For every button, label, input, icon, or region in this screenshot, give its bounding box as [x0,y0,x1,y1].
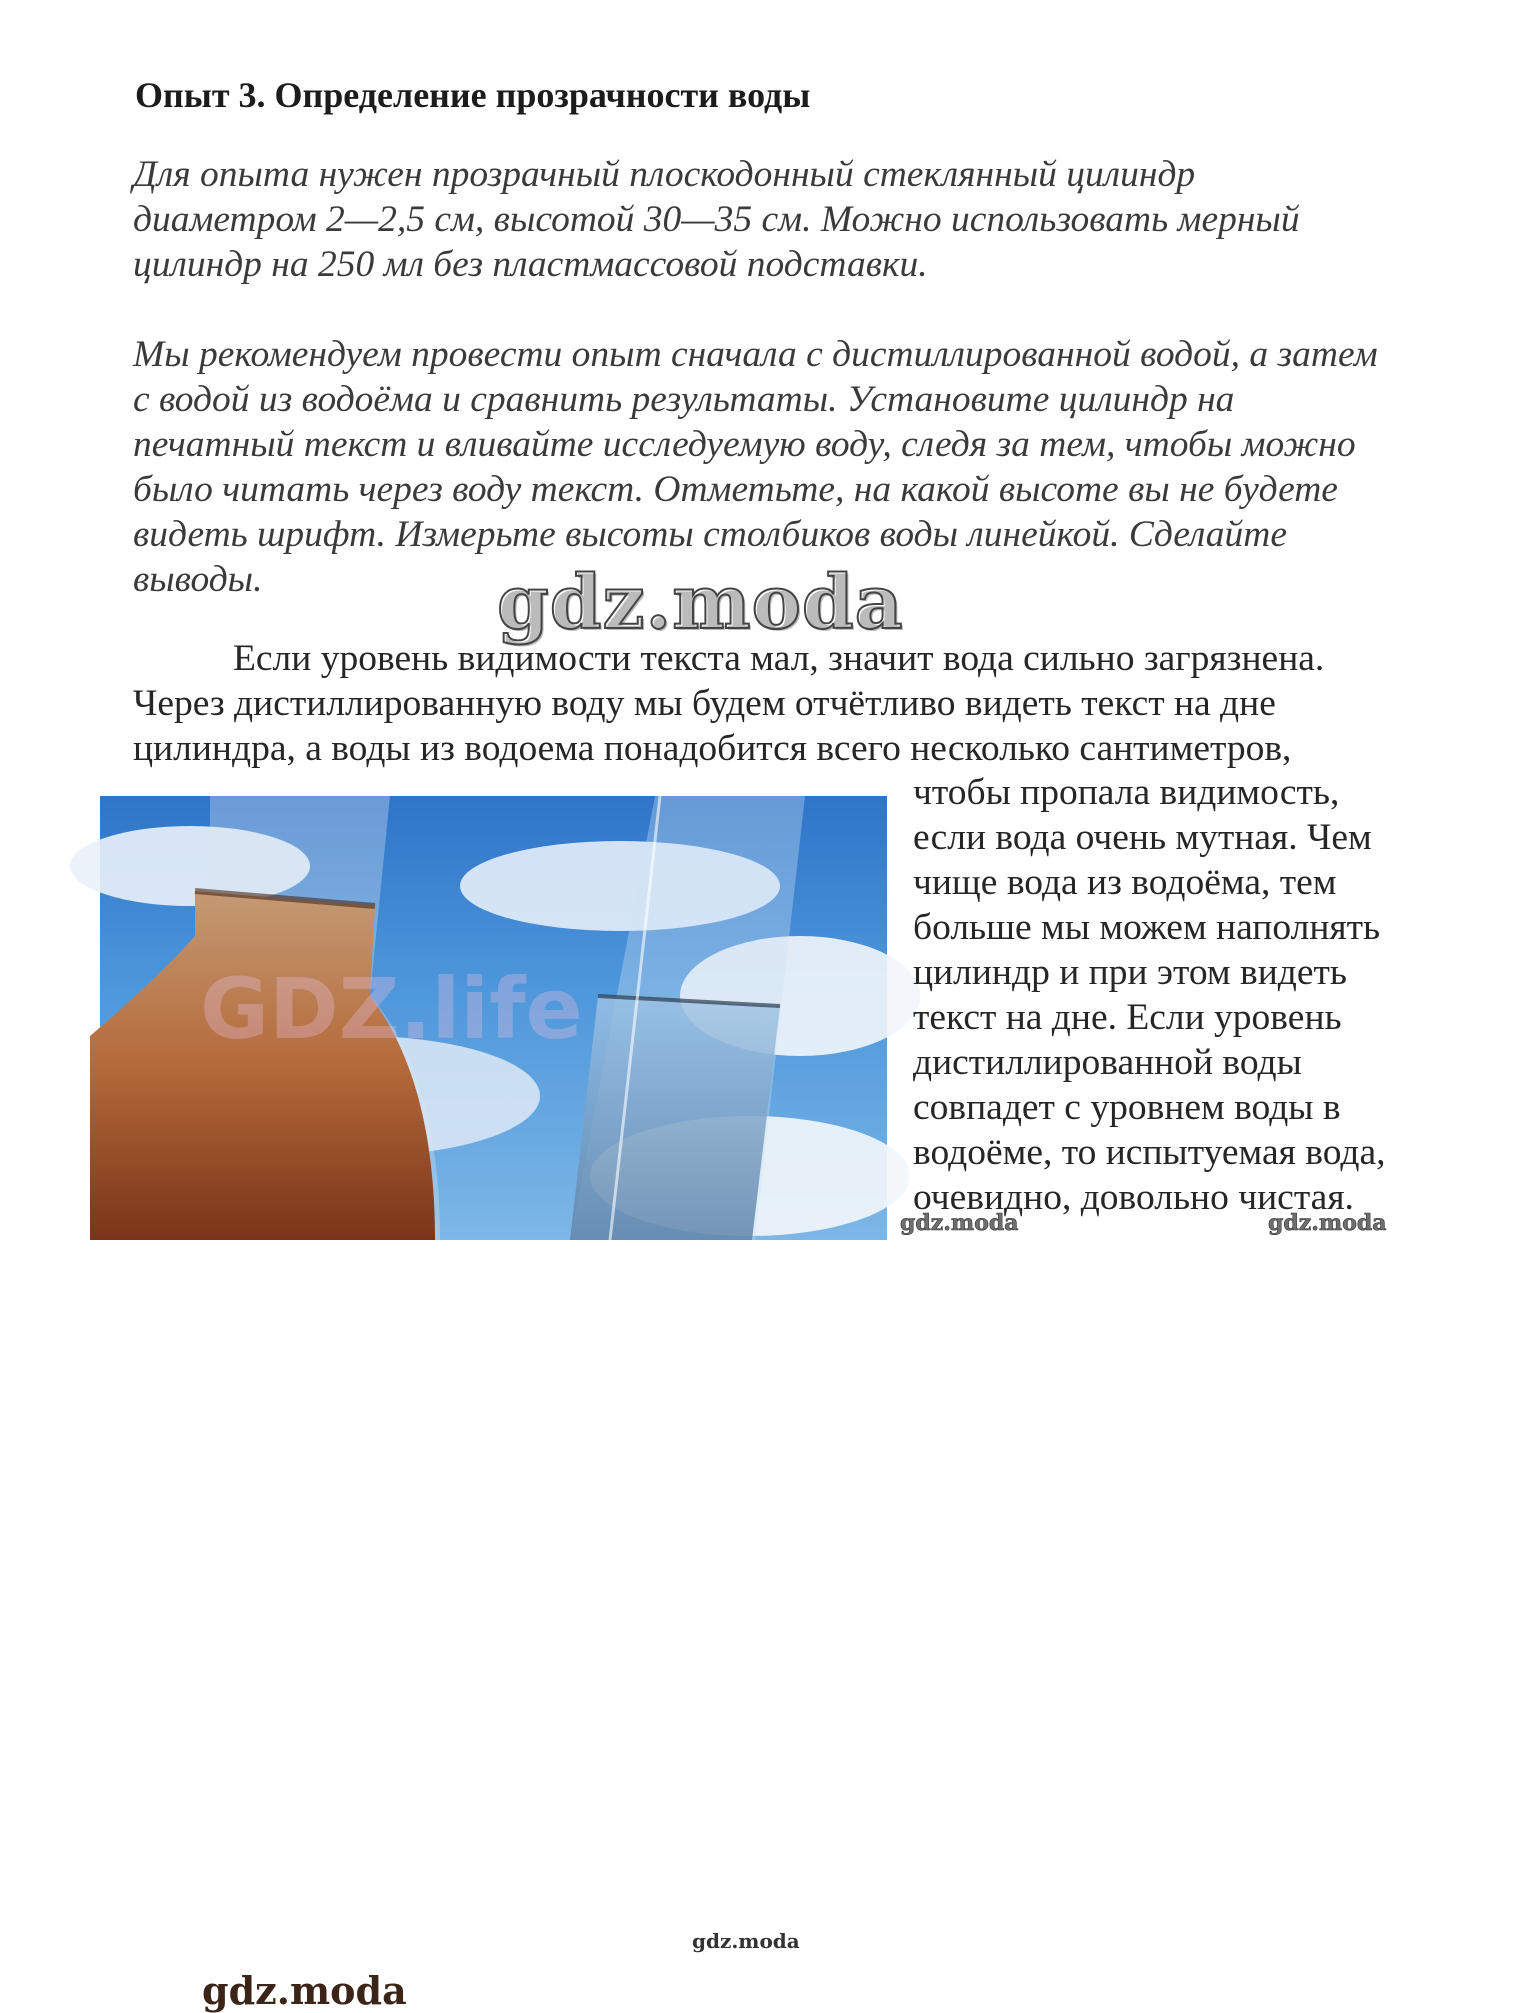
task-line: цилиндр на 250 мл без пластмассовой подставки. [133,244,928,285]
task-line: было читать через воду текст. Отметьте, на какой высоте вы не будете [133,469,1338,510]
side-line: текст на дне. Если уровень [913,997,1342,1038]
side-line: очевидно, довольно чистая. [913,1177,1354,1218]
side-line: если вода очень мутная. Чем [913,817,1372,858]
answer-side-text [913,770,1473,1220]
task-line: Мы рекомендуем провести опыт сначала с дистиллированной водой, а затем [133,334,1378,375]
side-line: чище вода из водоёма, тем [913,862,1337,903]
answer-text [133,636,1473,771]
task-description [133,152,1463,602]
task-line: диаметром 2—2,5 см, высотой 30—35 см. Можно использовать мерный [133,199,1300,240]
footer-watermark-right: gdz.moda [1268,1210,1387,1236]
task-line: выводы. [133,559,263,600]
footer-watermark-left: gdz.moda [900,1210,1019,1236]
side-line: водоёме, то испытуемая вода, [913,1132,1386,1173]
faint-watermark: GDZ.life [200,960,583,1058]
task-line: видеть шрифт. Измерьте высоты столбиков воды линейкой. Сделайте [133,514,1288,555]
side-line: дистиллированной воды [913,1042,1302,1083]
task-line: с водой из водоёма и сравнить результаты. Установите цилиндр на [133,379,1235,420]
side-line: чтобы пропала видимость, [913,772,1340,813]
answer-line: Через дистиллированную воду мы будем отчётливо видеть текст на дне [133,683,1276,724]
answer-line: Если уровень видимости текста мал, значит вода сильно загрязнена. [233,638,1325,679]
side-line: совпадет с уровнем воды в [913,1087,1341,1128]
photo-watermark: gdz.moda [202,1968,407,2013]
main-watermark: gdz.moda [497,560,904,646]
side-line: больше мы можем наполнять [913,907,1381,948]
side-line: цилиндр и при этом видеть [913,952,1348,993]
answer-line: цилиндра, а воды из водоема понадобится всего несколько сантиметров, [133,728,1292,769]
task-line: Для опыта нужен прозрачный плоскодонный стеклянный цилиндр [133,154,1196,195]
photo-watermark-small: gdz.moda [692,1929,800,1953]
page-title: Опыт 3. Определение прозрачности воды [135,75,811,115]
task-line: печатный текст и вливайте исследуемую воду, следя за тем, чтобы можно [133,424,1356,465]
